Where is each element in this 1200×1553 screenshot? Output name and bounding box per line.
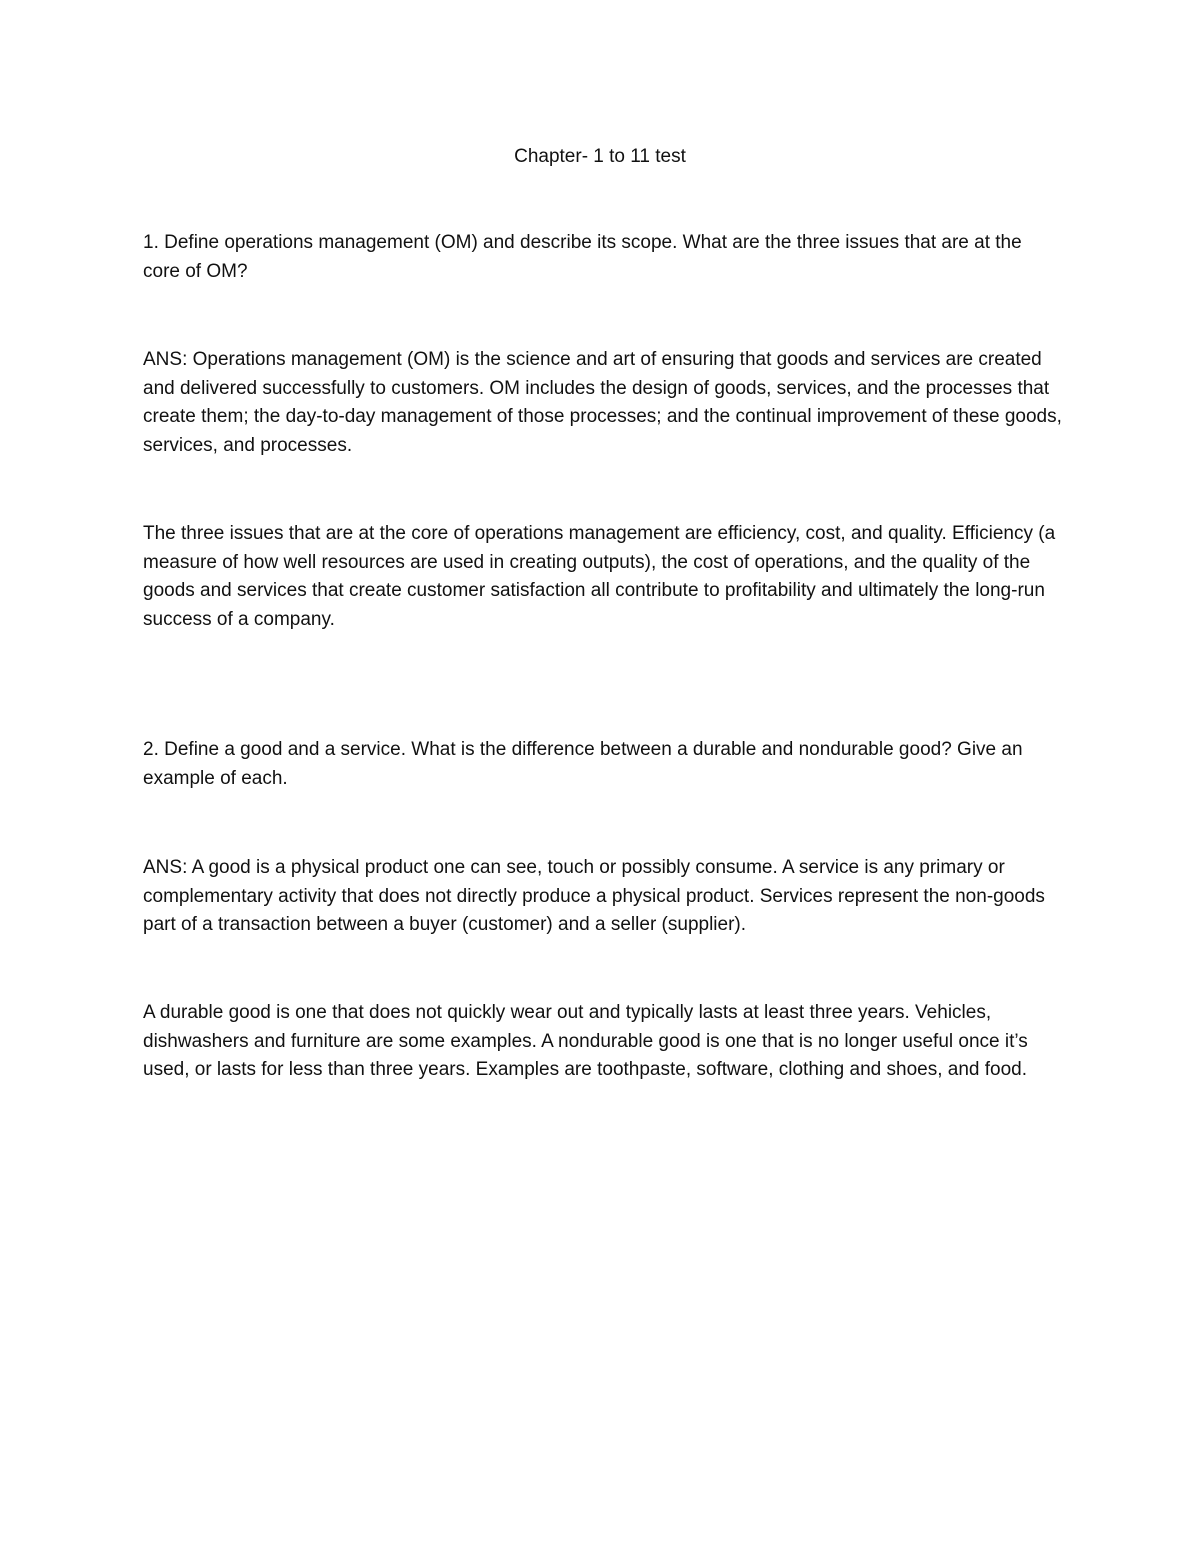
answer-1-core-issues: The three issues that are at the core of operations management are efficiency, cost, and quality. Efficiency (a measure of how well resources are used in creating outputs), the cost of operations, and the quality of the goods and services that create customer satisfaction all contribute to profitability and ultimately the long-run success of a company.: [143, 523, 1056, 630]
question-2: 2. Define a good and a service. What is the difference between a durable and nondurable good? Give an example of each.: [143, 739, 1023, 789]
document-title: Chapter- 1 to 11 test: [514, 146, 686, 167]
question-1: 1. Define operations management (OM) and describe its scope. What are the three issues that are at the core of OM?: [143, 232, 1022, 282]
answer-2-definition: ANS: A good is a physical product one can see, touch or possibly consume. A service is any primary or complementary activity that does not directly produce a physical product. Services represent the non-goods part of a transaction between a buyer (customer) and a seller (supplier).: [143, 857, 1045, 936]
answer-1-definition: ANS: Operations management (OM) is the science and art of ensuring that goods and services are created and delivered successfully to customers. OM includes the design of goods, services, and the processes that create them; the day-to-day management of those processes; and the continual improvement of these goods, services, and processes.: [143, 349, 1062, 456]
answer-2-durable-goods: A durable good is one that does not quickly wear out and typically lasts at least three years. Vehicles, dishwashers and furniture are some examples. A nondurable good is one that is no longer useful once it’s used, or lasts for less than three years. Examples are toothpaste, software, clothing and shoes, and food.: [143, 1002, 1028, 1081]
